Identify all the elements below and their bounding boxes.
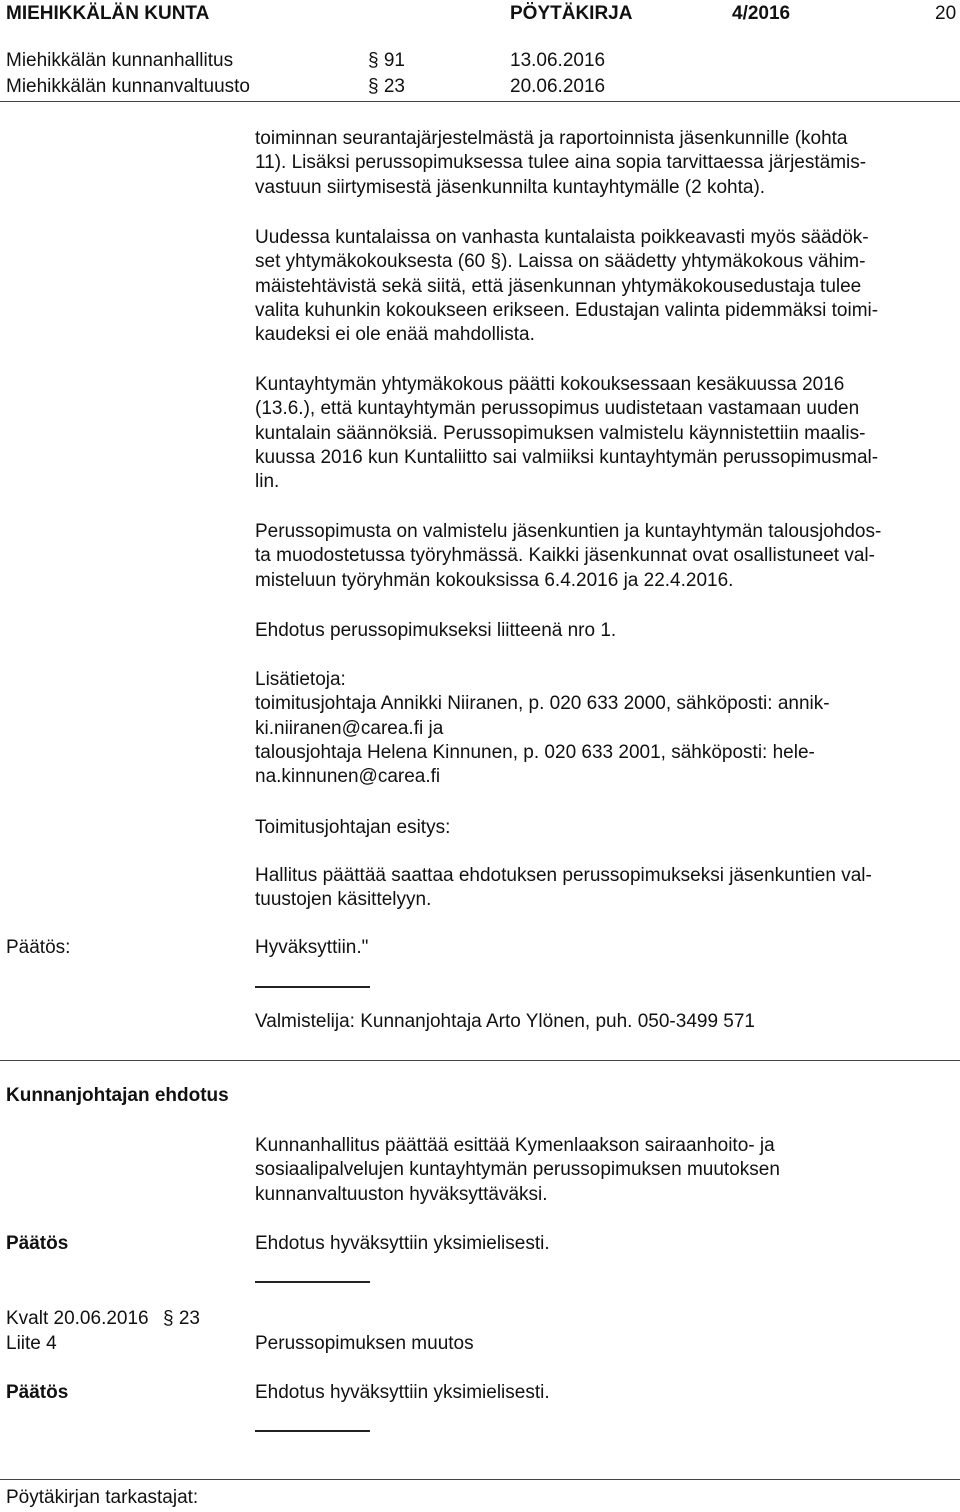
text-line: set yhtymäkokouksesta (60 §). Laissa on säädetty yhtymäkokous vähim- xyxy=(255,251,866,273)
municipality-name: MIEHIKKÄLÄN KUNTA xyxy=(6,3,210,24)
text-line: mäistehtävistä sekä siitä, että jäsenkunnan yhtymäkokousedustaja tulee xyxy=(255,275,862,297)
decision-text-1: Hyväksyttiin." xyxy=(255,937,369,958)
council-item-title: Perussopimuksen muutos xyxy=(255,1333,474,1354)
text-line: Ehdotus perussopimukseksi liitteenä nro 1. xyxy=(255,620,617,641)
meta-section-2: § 23 xyxy=(368,76,405,97)
text-line: tuustojen käsittelyyn. xyxy=(255,889,432,911)
decision-label-3: Päätös xyxy=(6,1382,69,1403)
document-type: PÖYTÄKIRJA xyxy=(510,3,633,24)
text-line: talousjohtaja Helena Kinnunen, p. 020 633 2001, sähköposti: hele- xyxy=(255,741,815,763)
decision-underline-1 xyxy=(255,986,370,988)
text-line: valita kuhunkin kokoukseen erikseen. Edustajan valinta pidemmäksi toimi- xyxy=(255,299,879,321)
decision-underline-3 xyxy=(255,1430,370,1432)
text-line: sosiaalipalvelujen kuntayhtymän perussopimuksen muutoksen xyxy=(255,1159,780,1181)
text-line: ta muodostetussa työryhmässä. Kaikki jäsenkunnat ovat osallistuneet val- xyxy=(255,545,875,567)
council-reference: Kvalt 20.06.2016 xyxy=(6,1308,149,1329)
meta-body-1: Miehikkälän kunnanhallitus xyxy=(6,50,234,71)
mayor-proposal-text xyxy=(255,1134,955,1207)
header-divider xyxy=(0,101,960,102)
decision-text-3: Ehdotus hyväksyttiin yksimielisesti. xyxy=(255,1382,550,1403)
text-line: Lisätietoja: xyxy=(255,669,346,690)
paragraph-1 xyxy=(255,127,955,200)
document-number: 4/2016 xyxy=(732,3,791,24)
decision-label-2: Päätös xyxy=(6,1233,69,1254)
contact-info xyxy=(255,668,955,789)
text-line: (13.6.), että kuntayhtymän perussopimus uudistetaan vastamaan uuden xyxy=(255,398,860,420)
text-line: Kunnanhallitus päättää esittää Kymenlaakson sairaanhoito- ja xyxy=(255,1135,775,1156)
meta-body-2: Miehikkälän kunnanvaltuusto xyxy=(6,76,250,97)
text-line: kaudeksi ei ole enää mahdollista. xyxy=(255,324,535,346)
decision-underline-2 xyxy=(255,1281,370,1283)
text-line: Kuntayhtymän yhtymäkokous päätti kokouksessaan kesäkuussa 2016 xyxy=(255,374,845,395)
decision-text-2: Ehdotus hyväksyttiin yksimielisesti. xyxy=(255,1233,550,1254)
mayor-proposal-heading: Kunnanjohtajan ehdotus xyxy=(6,1085,229,1106)
text-line: na.kinnunen@carea.fi xyxy=(255,766,441,788)
section-divider xyxy=(0,1060,960,1061)
text-line: kunnanvaltuuston hyväksyttäväksi. xyxy=(255,1183,548,1205)
decision-label-1: Päätös: xyxy=(6,937,71,958)
meta-section-1: § 91 xyxy=(368,50,405,71)
ceo-proposal-heading xyxy=(255,816,955,840)
paragraph-5 xyxy=(255,619,955,643)
text-line: kuntalain säännöksiä. Perussopimuksen valmistelu käynnistettiin maalis- xyxy=(255,422,866,444)
text-line: toimitusjohtaja Annikki Niiranen, p. 020 633 2000, sähköposti: annik- xyxy=(255,693,830,715)
text-line: misteluun työryhmän kokouksissa 6.4.2016 ja 22.4.2016. xyxy=(255,569,734,591)
text-line: toiminnan seurantajärjestelmästä ja raportoinnista jäsenkunnille (kohta xyxy=(255,128,848,149)
meta-date-2: 20.06.2016 xyxy=(510,76,606,97)
paragraph-8 xyxy=(255,864,955,913)
text-line: Hallitus päättää saattaa ehdotuksen perussopimukseksi jäsenkuntien val- xyxy=(255,865,872,886)
preparer-line: Valmistelija: Kunnanjohtaja Arto Ylönen, puh. 050-3499 571 xyxy=(255,1011,755,1032)
text-line: Uudessa kuntalaissa on vanhasta kuntalaista poikkeavasti myös säädök- xyxy=(255,227,869,248)
text-line: ki.niiranen@carea.fi ja xyxy=(255,717,444,739)
text-line: Perussopimusta on valmistelu jäsenkuntien ja kuntayhtymän talousjohdos- xyxy=(255,521,882,542)
council-section: § 23 xyxy=(163,1308,200,1329)
paragraph-4 xyxy=(255,520,955,593)
text-line: lin. xyxy=(255,471,280,493)
text-line: Toimitusjohtajan esitys: xyxy=(255,817,451,838)
text-line: vastuun siirtymisestä jäsenkunnilta kuntayhtymälle (2 kohta). xyxy=(255,176,766,198)
page-number: 20 xyxy=(935,3,957,24)
paragraph-3 xyxy=(255,373,955,494)
attachment-label: Liite 4 xyxy=(6,1333,57,1354)
minutes-checkers-label: Pöytäkirjan tarkastajat: xyxy=(6,1487,199,1508)
footer-divider xyxy=(0,1479,960,1480)
text-line: 11). Lisäksi perussopimuksessa tulee aina sopia tarvittaessa järjestämis- xyxy=(255,152,867,174)
paragraph-2 xyxy=(255,226,955,347)
meta-date-1: 13.06.2016 xyxy=(510,50,606,71)
text-line: kuussa 2016 kun Kuntaliitto sai valmiiksi kuntayhtymän perussopimusmal- xyxy=(255,446,879,468)
